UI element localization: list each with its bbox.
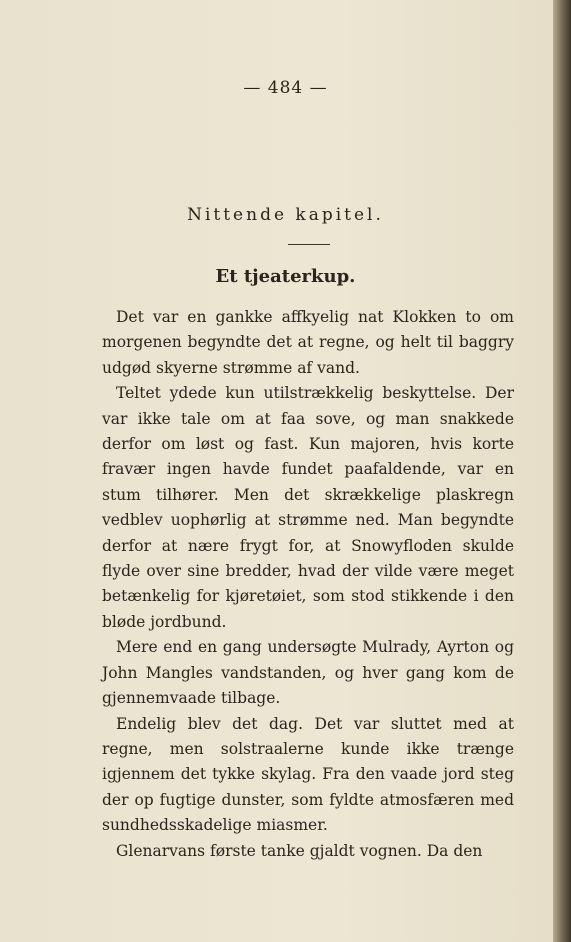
body-text	[102, 305, 514, 864]
book-spine	[553, 0, 571, 942]
page-number: — 484 —	[243, 78, 328, 98]
paragraph: Mere end en gang undersøgte Mulrady, Ayrton og John Mangles vandstanden, og hver gang kom de gjennemvaade tilbage.	[102, 638, 514, 708]
paragraph: Det var en gankke affkyelig nat Klokken to om morgenen begyndte det at regne, og helt til baggry udgød skyerne strømme af vand.	[102, 308, 514, 377]
paragraph: Endelig blev det dag. Det var sluttet med at regne, men solstraalerne kunde ikke trænge igjennem det tykke skylag. Fra den vaade jord steg der op fugtige dunster, som fyldte atmosfæren med sundhedsskadelige miasmer.	[102, 714, 514, 835]
paragraph: Glenarvans første tanke gjaldt vognen. Da den	[116, 841, 483, 860]
paragraph: Teltet ydede kun utilstrækkelig beskyttelse. Der var ikke tale om at faa sove, og man snakkede derfor om løst og fast. Kun majoren, hvis korte fravær ingen havde fundet paafaldende, var en stum tilhører. Men det skrækkelige plaskregn vedblev uophørlig at strømme ned. Man begyndte derfor at nære frygt for, at Snowyfloden skulde flyde over sine bredder, hvad der vilde være meget betænkelig for kjøretøiet, som stod stikkende i den bløde jordbund.	[102, 384, 514, 631]
section-title: Et tjeaterkup.	[215, 266, 356, 287]
chapter-title: Nittende kapitel.	[187, 205, 384, 225]
title-divider	[288, 244, 330, 245]
